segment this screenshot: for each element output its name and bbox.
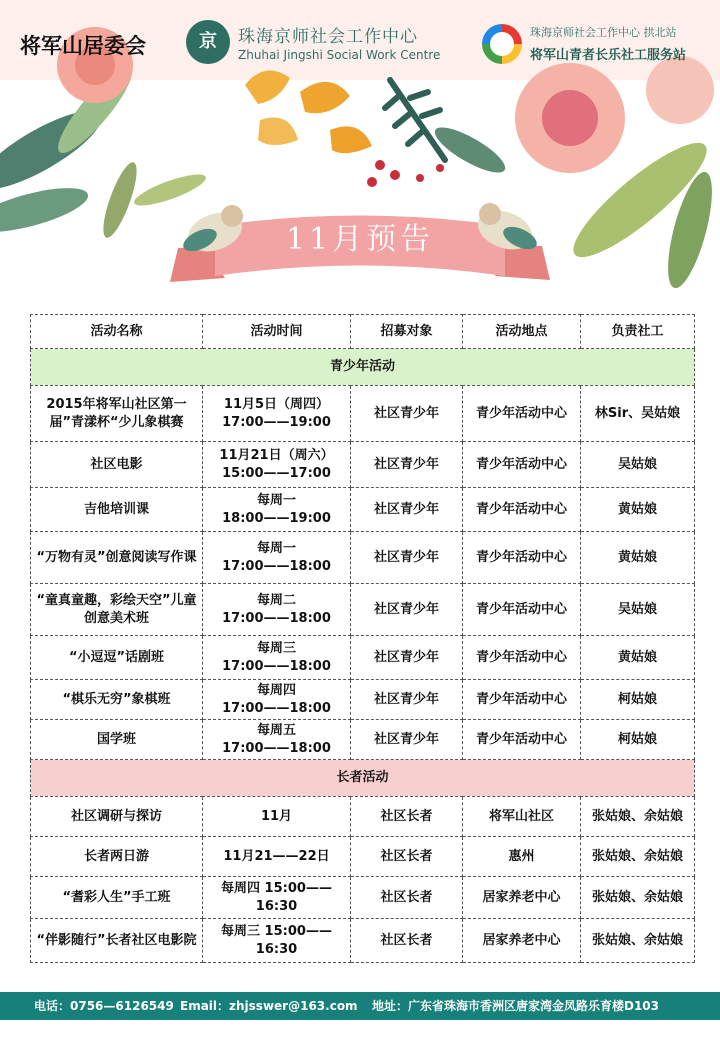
jingshi-logo: 京 (186, 20, 230, 64)
target: 社区青少年 (351, 488, 463, 532)
activity-schedule-table (30, 314, 695, 963)
header-location: 活动地点 (463, 315, 581, 349)
table-row (31, 584, 695, 636)
activity-time (203, 720, 351, 760)
section-title: 长者活动 (31, 760, 695, 797)
worker: 吴姑娘 (581, 442, 695, 488)
header-activity-name: 活动名称 (31, 315, 203, 349)
worker: 张姑娘、余姑娘 (581, 837, 695, 877)
activity-name: 2015年将军山社区第一届”青漾杯“少儿象棋赛 (31, 386, 203, 442)
location: 青少年活动中心 (463, 720, 581, 760)
worker: 黄姑娘 (581, 488, 695, 532)
activity-time (203, 797, 351, 837)
worker: 张姑娘、余姑娘 (581, 877, 695, 919)
location: 青少年活动中心 (463, 442, 581, 488)
time-line-1: 11月5日（周四） (223, 396, 330, 412)
time-line-2: 18:00——19:00 (222, 510, 331, 526)
table-row (31, 797, 695, 837)
location: 青少年活动中心 (463, 680, 581, 720)
header-worker: 负责社工 (581, 315, 695, 349)
time-line-1: 11月21日（周六） (219, 447, 334, 463)
table-row (31, 636, 695, 680)
banner-title: 11月预告 (285, 222, 435, 257)
section-title: 青少年活动 (31, 349, 695, 386)
target: 社区青少年 (351, 532, 463, 584)
table-row (31, 919, 695, 963)
worker: 柯姑娘 (581, 680, 695, 720)
location: 居家养老中心 (463, 877, 581, 919)
jingshi-name-en: Zhuhai Jingshi Social Work Centre (238, 48, 441, 62)
worker: 柯姑娘 (581, 720, 695, 760)
location: 青少年活动中心 (463, 488, 581, 532)
time-line-1: 每周三 15:00—— (221, 923, 332, 939)
time-line-1: 11月21——22日 (223, 848, 330, 864)
time-line-1: 每周四 (256, 682, 296, 698)
target: 社区青少年 (351, 442, 463, 488)
activity-time (203, 636, 351, 680)
table-row (31, 680, 695, 720)
header-illustration (0, 0, 720, 310)
activity-time (203, 680, 351, 720)
table-row (31, 442, 695, 488)
worker: 张姑娘、余姑娘 (581, 919, 695, 963)
activity-time (203, 584, 351, 636)
worker: 张姑娘、余姑娘 (581, 797, 695, 837)
activity-time (203, 877, 351, 919)
time-line-1: 每周三 (256, 640, 296, 656)
resident-committee-name: 将军山居委会 (20, 34, 146, 58)
location: 青少年活动中心 (463, 386, 581, 442)
table-row (31, 720, 695, 760)
service-station-logo (482, 24, 522, 64)
time-line-1: 11月 (260, 808, 293, 824)
footer-email: Email：zhjsswer@163.com (180, 999, 358, 1013)
activity-name: 国学班 (31, 720, 203, 760)
footer-address: 地址：广东省珠海市香洲区唐家湾金凤路乐育楼D103 (372, 999, 660, 1013)
time-line-2: 16:30 (255, 941, 298, 957)
table-row (31, 386, 695, 442)
activity-name: “童真童趣，彩绘天空”儿童创意美术班 (31, 584, 203, 636)
target: 社区长者 (351, 797, 463, 837)
time-line-2: 17:00——18:00 (222, 740, 331, 756)
activity-name: 社区调研与探访 (31, 797, 203, 837)
time-line-2: 17:00——18:00 (222, 610, 331, 626)
target: 社区青少年 (351, 680, 463, 720)
location: 居家养老中心 (463, 919, 581, 963)
activity-name: “棋乐无穷”象棋班 (31, 680, 203, 720)
activity-time (203, 919, 351, 963)
jingshi-name-cn: 珠海京师社会工作中心 (238, 27, 418, 47)
activity-name: 吉他培训课 (31, 488, 203, 532)
time-line-1: 每周五 (256, 722, 296, 738)
station-name: 将军山青者长乐社工服务站 (530, 48, 687, 63)
activity-name: “耆彩人生”手工班 (31, 877, 203, 919)
target: 社区长者 (351, 919, 463, 963)
worker: 黄姑娘 (581, 636, 695, 680)
time-line-1: 每周四 15:00—— (221, 880, 332, 896)
activity-name: “小逗逗”话剧班 (31, 636, 203, 680)
worker: 吴姑娘 (581, 584, 695, 636)
table-row (31, 877, 695, 919)
section-youth (31, 349, 695, 386)
activity-time (203, 488, 351, 532)
table-row (31, 532, 695, 584)
activity-time (203, 442, 351, 488)
time-line-2: 17:00——18:00 (222, 658, 331, 674)
section-elder (31, 760, 695, 797)
activity-name: 社区电影 (31, 442, 203, 488)
location: 惠州 (463, 837, 581, 877)
target: 社区青少年 (351, 720, 463, 760)
activity-time (203, 837, 351, 877)
table-row (31, 837, 695, 877)
activity-time (203, 532, 351, 584)
target: 社区青少年 (351, 636, 463, 680)
activity-time (203, 386, 351, 442)
time-line-2: 17:00——18:00 (222, 700, 331, 716)
activity-name: “伴影随行”长者社区电影院 (31, 919, 203, 963)
target: 社区青少年 (351, 584, 463, 636)
target: 社区长者 (351, 837, 463, 877)
time-line-1: 每周一 (256, 492, 296, 508)
time-line-1: 每周二 (256, 592, 296, 608)
target: 社区青少年 (351, 386, 463, 442)
location: 青少年活动中心 (463, 532, 581, 584)
location: 青少年活动中心 (463, 636, 581, 680)
contact-footer (0, 992, 720, 1020)
worker: 黄姑娘 (581, 532, 695, 584)
location: 将军山社区 (463, 797, 581, 837)
table-row (31, 488, 695, 532)
table-header-row (31, 315, 695, 349)
header-target: 招募对象 (351, 315, 463, 349)
time-line-2: 15:00——17:00 (222, 465, 331, 481)
time-line-2: 17:00——18:00 (222, 558, 331, 574)
worker: 林Sir、吴姑娘 (581, 386, 695, 442)
time-line-1: 每周一 (256, 540, 296, 556)
time-line-2: 16:30 (255, 898, 298, 914)
activity-name: “万物有灵”创意阅读写作课 (31, 532, 203, 584)
header-activity-time: 活动时间 (203, 315, 351, 349)
target: 社区长者 (351, 877, 463, 919)
activity-name: 长者两日游 (31, 837, 203, 877)
location: 青少年活动中心 (463, 584, 581, 636)
station-parent-name: 珠海京师社会工作中心 拱北站 (530, 26, 677, 39)
time-line-2: 17:00——19:00 (222, 414, 331, 430)
footer-phone: 电话：0756—6126549 (34, 999, 174, 1013)
